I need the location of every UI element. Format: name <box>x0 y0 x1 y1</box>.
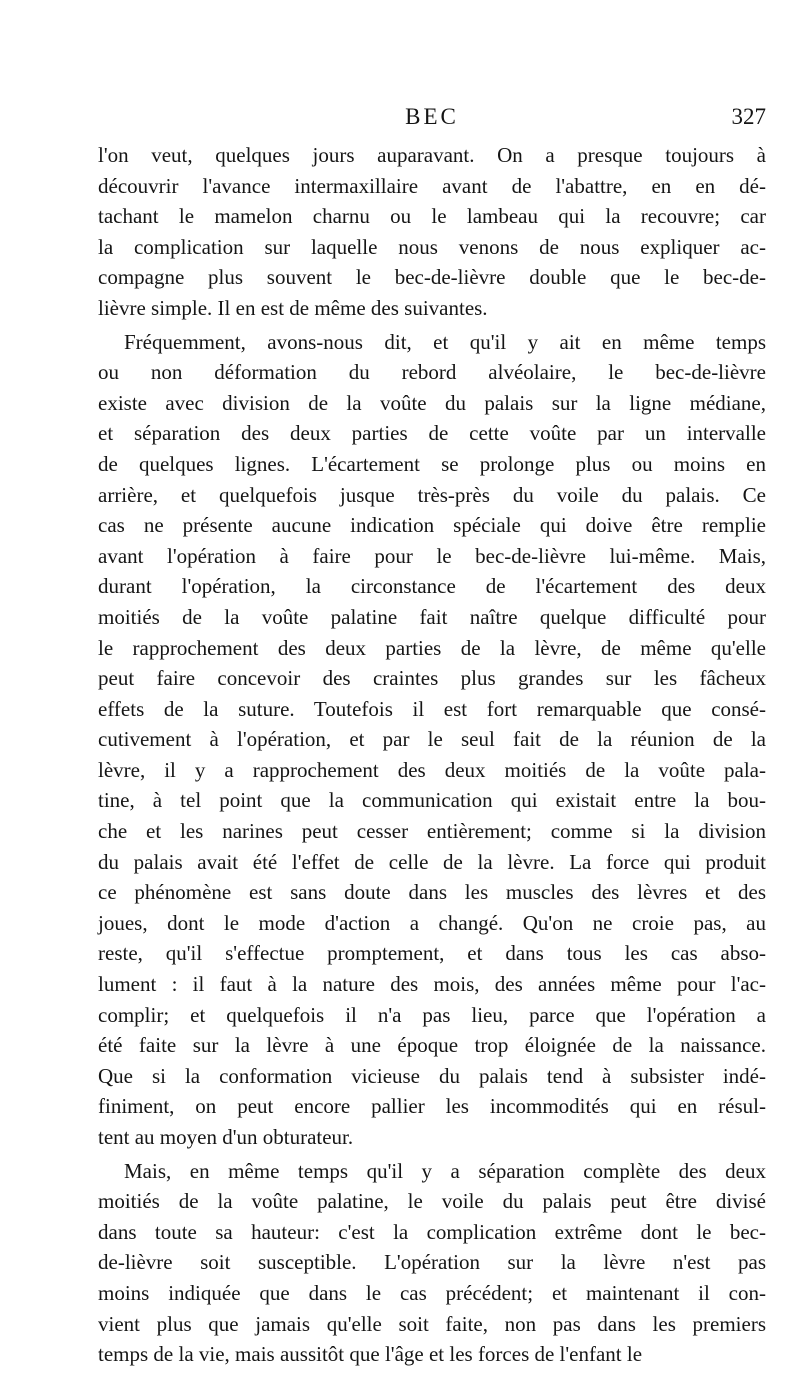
paragraph <box>98 140 766 324</box>
text-line: du palais avait été l'effet de celle de la lèvre. La force qui produit <box>98 849 766 874</box>
text-line: avant l'opération à faire pour le bec-de-lièvre lui-même. Mais, <box>98 543 766 568</box>
text-line: et séparation des deux parties de cette voûte par un intervalle <box>98 421 766 446</box>
paragraph <box>98 327 766 1153</box>
text-line: été faite sur la lèvre à une époque trop éloignée de la naissance. <box>98 1033 766 1058</box>
text-line: finiment, on peut encore pallier les incommodités qui en résul- <box>98 1094 766 1119</box>
text-line: découvrir l'avance intermaxillaire avant de l'abattre, en en dé- <box>98 173 766 198</box>
paragraph <box>98 1156 766 1370</box>
text-line: complir; et quelquefois il n'a pas lieu, parce que l'opération a <box>98 1002 766 1027</box>
text-line: tine, à tel point que la communication qui existait entre la bou- <box>98 788 766 813</box>
body-text <box>98 140 766 1373</box>
text-line: Mais, en même temps qu'il y a séparation complète des deux <box>124 1158 766 1183</box>
text-line: existe avec division de la voûte du palais sur la ligne médiane, <box>98 390 766 415</box>
text-line: che et les narines peut cesser entièrement; comme si la division <box>98 819 766 844</box>
page-number: 327 <box>731 104 766 129</box>
text-line: ou non déformation du rebord alvéolaire, le bec-de-lièvre <box>98 360 766 385</box>
text-line: joues, dont le mode d'action a changé. Qu'on ne croie pas, au <box>98 910 766 935</box>
text-line: Fréquemment, avons-nous dit, et qu'il y ait en même temps <box>124 329 766 354</box>
page-header <box>98 104 766 136</box>
text-line: moins indiquée que dans le cas précédent; et maintenant il con- <box>98 1280 766 1305</box>
running-head: BEC <box>405 104 459 129</box>
text-line: reste, qu'il s'effectue promptement, et dans tous les cas abso- <box>98 941 766 966</box>
text-line: Que si la conformation vicieuse du palais tend à subsister indé- <box>98 1063 766 1088</box>
text-line: ce phénomène est sans doute dans les muscles des lèvres et des <box>98 880 766 905</box>
text-line: cas ne présente aucune indication spéciale qui doive être remplie <box>98 513 766 538</box>
text-line: le rapprochement des deux parties de la lèvre, de même qu'elle <box>98 635 766 660</box>
text-line: de-lièvre soit susceptible. L'opération sur la lèvre n'est pas <box>98 1250 766 1275</box>
text-line: effets de la suture. Toutefois il est fort remarquable que consé- <box>98 696 766 721</box>
text-line: arrière, et quelquefois jusque très-près du voile du palais. Ce <box>98 482 766 507</box>
text-line: peut faire concevoir des craintes plus grandes sur les fâcheux <box>98 666 766 691</box>
text-line: l'on veut, quelques jours auparavant. On a presque toujours à <box>98 143 766 167</box>
text-line: tachant le mamelon charnu ou le lambeau qui la recouvre; car <box>98 204 766 229</box>
text-line: lièvre simple. Il en est de même des suivantes. <box>98 295 488 320</box>
text-line: vient plus que jamais qu'elle soit faite, non pas dans les premiers <box>98 1311 766 1336</box>
text-line: durant l'opération, la circonstance de l'écartement des deux <box>98 574 766 599</box>
text-line: dans toute sa hauteur: c'est la complication extrême dont le bec- <box>98 1219 766 1244</box>
text-line: la complication sur laquelle nous venons de nous expliquer ac- <box>98 234 766 259</box>
text-line: de quelques lignes. L'écartement se prolonge plus ou moins en <box>98 451 766 476</box>
text-line: lument : il faut à la nature des mois, des années même pour l'ac- <box>98 972 766 997</box>
text-line: compagne plus souvent le bec-de-lièvre double que le bec-de- <box>98 265 766 290</box>
text-line: lèvre, il y a rapprochement des deux moitiés de la voûte pala- <box>98 757 766 782</box>
text-line: moitiés de la voûte palatine, le voile du palais peut être divisé <box>98 1189 766 1214</box>
text-line: temps de la vie, mais aussitôt que l'âge et les forces de l'enfant le <box>98 1342 643 1367</box>
text-line: tent au moyen d'un obturateur. <box>98 1125 354 1149</box>
text-line: moitiés de la voûte palatine fait naître quelque difficulté pour <box>98 604 766 629</box>
text-line: cutivement à l'opération, et par le seul fait de la réunion de la <box>98 727 766 752</box>
